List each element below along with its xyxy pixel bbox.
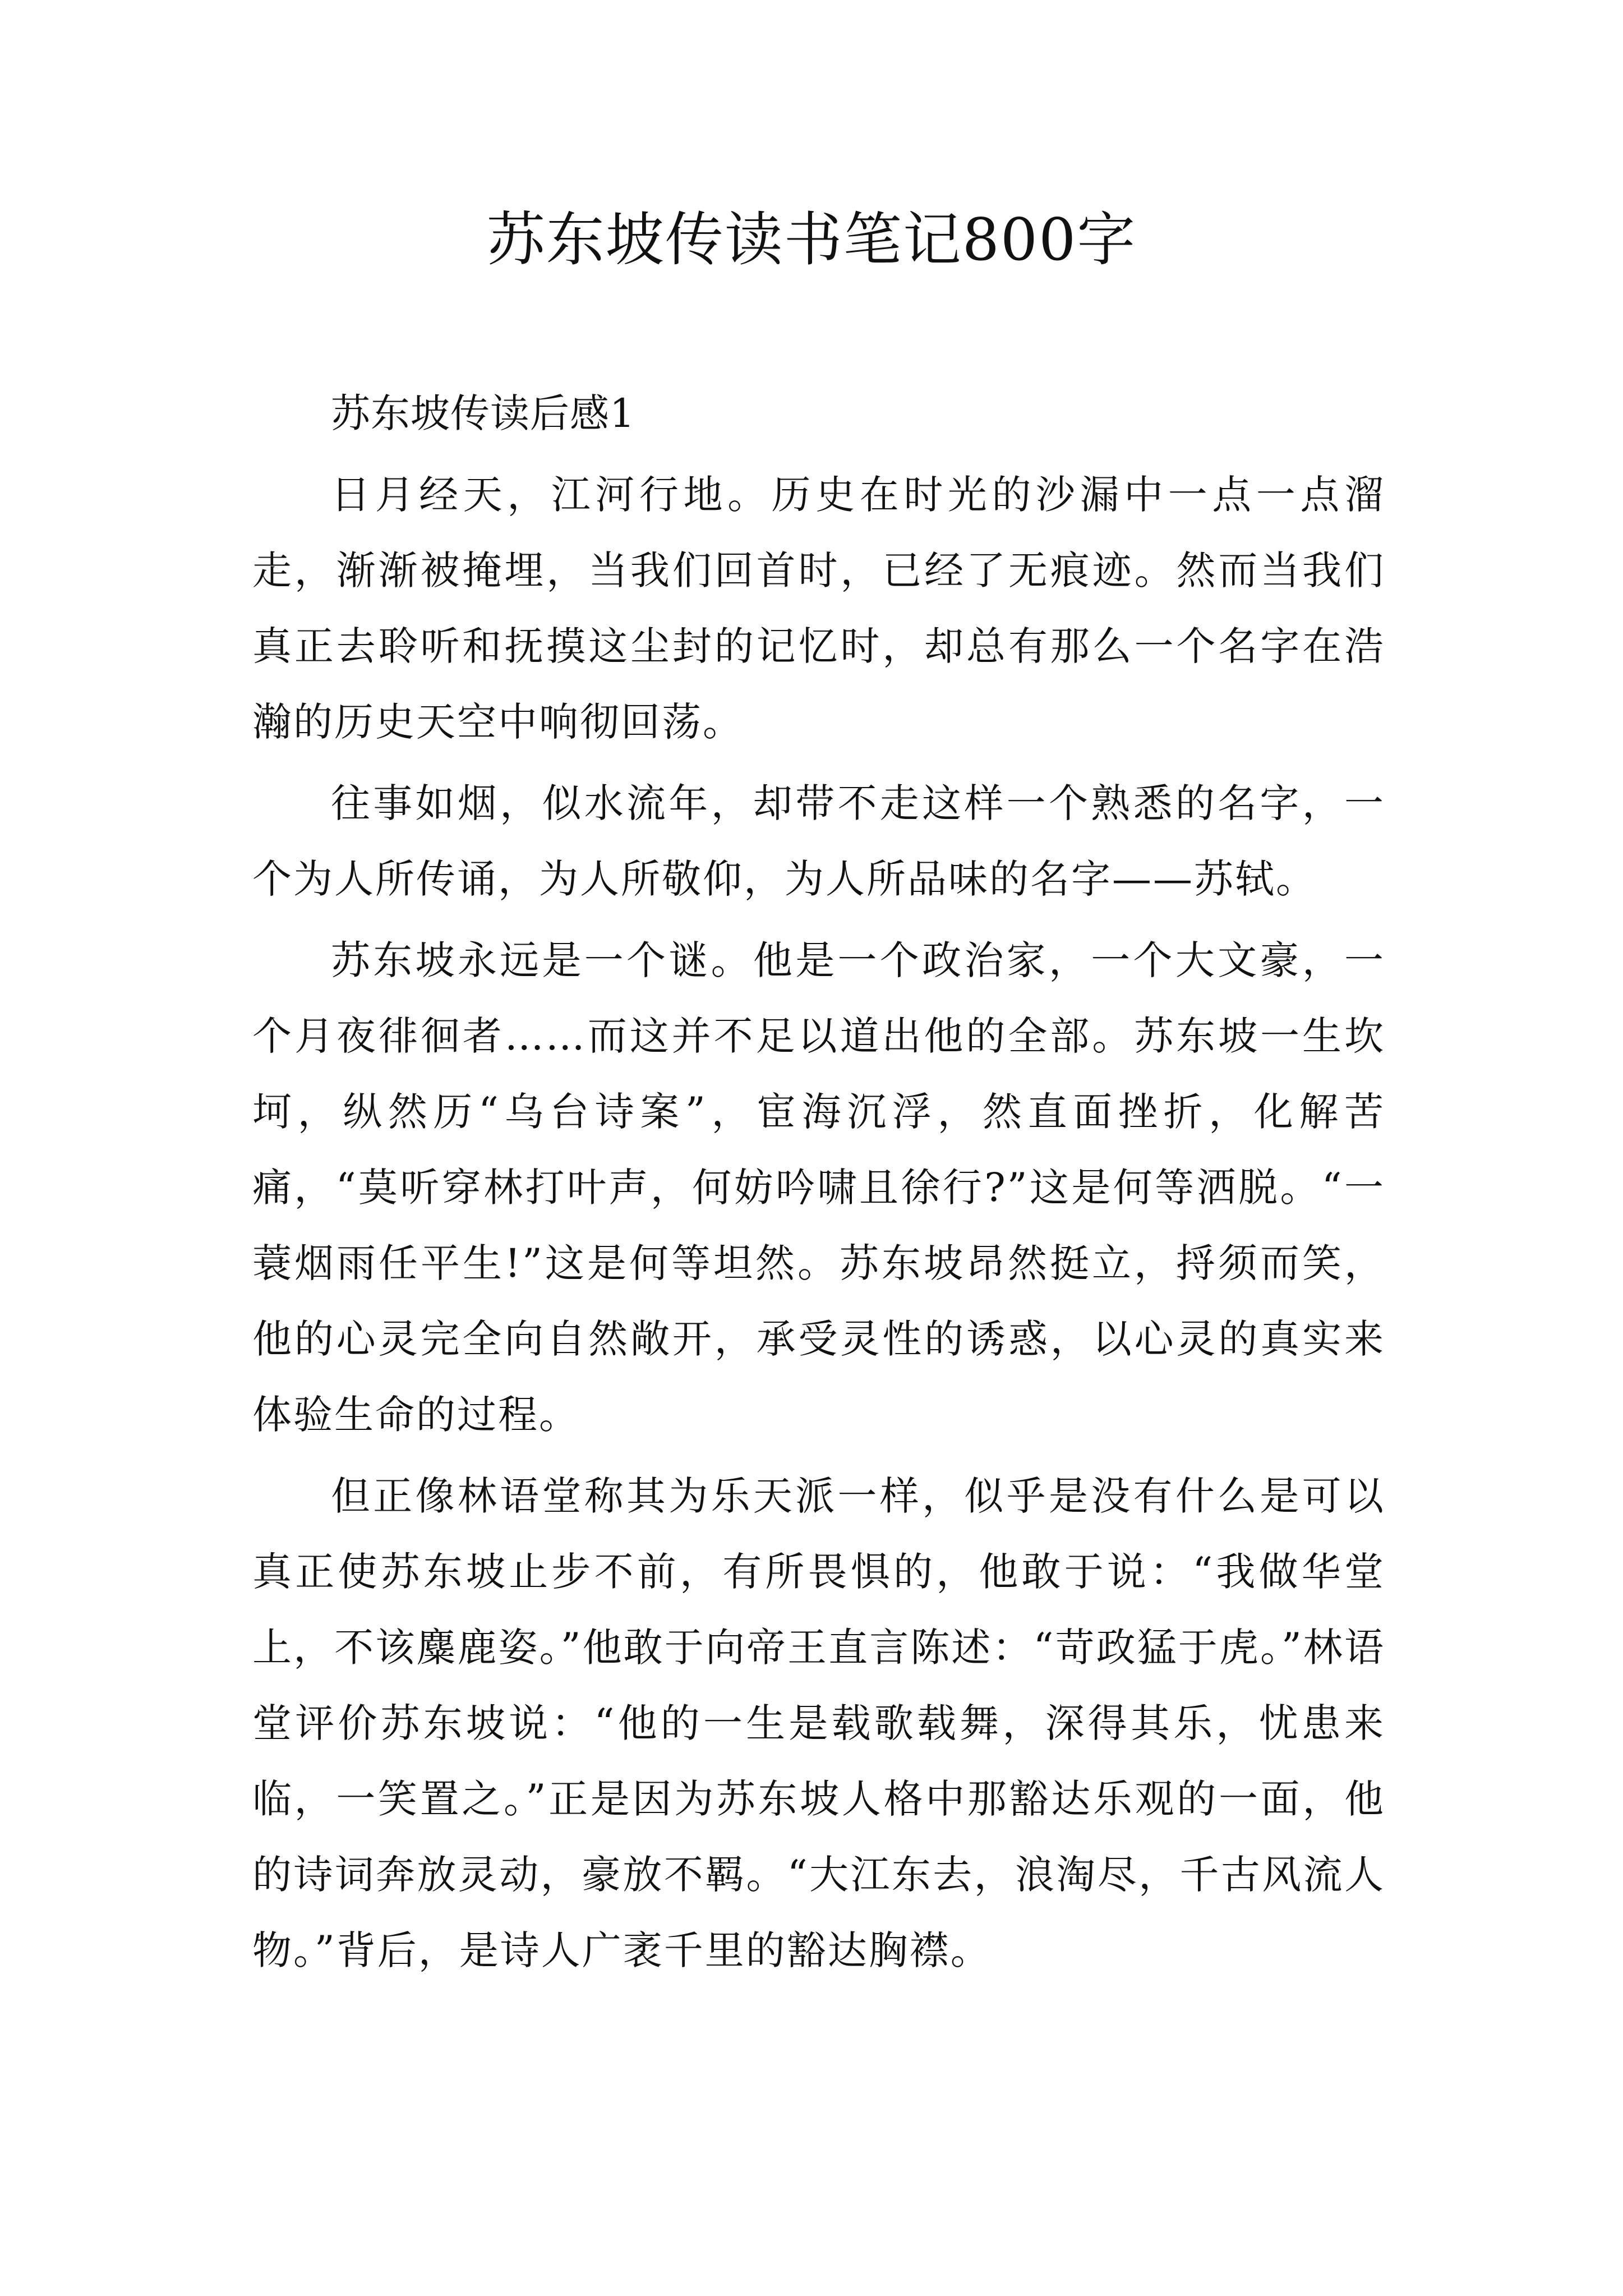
body-paragraph-4: 但正像林语堂称其为乐天派一样，似乎是没有什么是可以真正使苏东坡止步不前，有所畏惧的，他敢于说：“我做华堂上，不该麋鹿姿。”他敢于向帝王直言陈述：“苛政猛于虎。”林语堂评价苏东坡说：“他的一生是载歌载舞，深得其乐，忧患来临，一笑置之。”正是因为苏东坡人格中那豁达乐观的一面，他的诗词奔放灵动，豪放不羁。“大江东去，浪淘尽，千古风流人物。”背后，是诗人广袤千里的豁达胸襟。 <box>252 1473 1385 1973</box>
body-paragraph-2: 往事如烟，似水流年，却带不走这样一个熟悉的名字，一个为人所传诵，为人所敬仰，为人所品味的名字——苏轼。 <box>252 780 1385 902</box>
body-paragraph-3: 苏东坡永远是一个谜。他是一个政治家，一个大文豪，一个月夜徘徊者……而这并不足以道出他的全部。苏东坡一生坎坷，纵然历“乌台诗案”，宦海沉浮，然直面挫折，化解苦痛，“莫听穿林打叶声，何妨吟啸且徐行?”这是何等洒脱。“一蓑烟雨任平生!”这是何等坦然。苏东坡昂然挺立，捋须而笑，他的心灵完全向自然敞开，承受灵性的诱惑，以心灵的真实来体验生命的过程。 <box>252 937 1385 1438</box>
document-title: 苏东坡传读书笔记800字 <box>486 205 1137 274</box>
section-subheading: 苏东坡传读后感1 <box>331 390 635 436</box>
document-body <box>252 376 1385 1989</box>
body-paragraph-1: 日月经天，江河行地。历史在时光的沙漏中一点一点溜走，渐渐被掩埋，当我们回首时，已经了无痕迹。然而当我们真正去聆听和抚摸这尘封的记忆时，却总有那么一个名字在浩瀚的历史天空中响彻回荡。 <box>252 472 1385 745</box>
